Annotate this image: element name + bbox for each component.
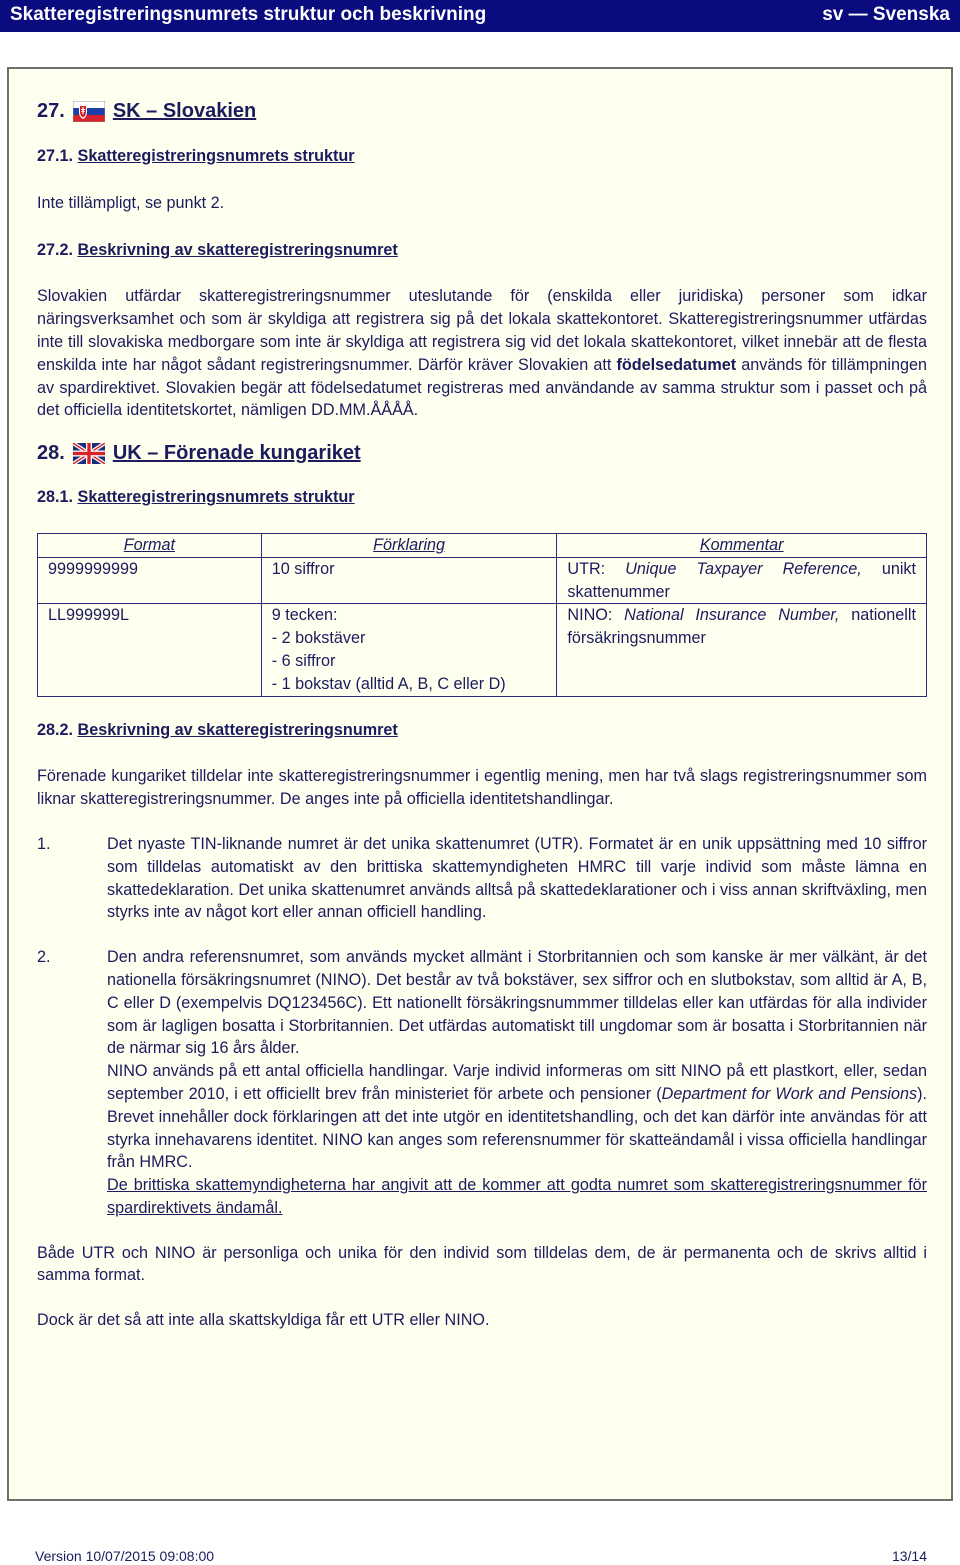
table-row	[38, 557, 927, 604]
list-item	[37, 833, 927, 924]
explanation-line: - 6 siffror	[271, 651, 336, 670]
footer-version: Version 10/07/2015 09:08:00	[35, 1548, 215, 1564]
list-item-text-part: NINO används på ett antal officiella handlingar. Varje individ informeras om sitt NINO på ett plastkort, eller, sedan september 2010, i ett officiellt brev från ministeriet för arbete och pensioner (	[107, 1062, 927, 1103]
subheading-uk-structure	[37, 486, 927, 509]
uk-note-paragraph: Dock är det så att inte alla skattskyldiga får ett UTR eller NINO.	[37, 1311, 490, 1330]
column-header-format: Format	[38, 533, 262, 557]
slovakia-flag-icon	[73, 101, 105, 122]
column-header-comment: Kommentar	[557, 533, 927, 557]
section-number: 27.	[37, 99, 65, 122]
list-item-text: Det nyaste TIN-liknande numret är det unika skattenumret (UTR). Formatet är en unik uppsättning med 10 siffror som tilldelas automatiskt av den brittiska skattemyndigheten HMRC till varje individ som måste lämna en skattedeklaration. Det unika skattenumret används alltså på skattedeklarationer och i viss annan skriftväxling, men styrks inte av något kort eller annan officiell handling.	[107, 834, 927, 922]
format-cell: 9999999999	[38, 557, 262, 604]
explanation-cell: 10 siffror	[261, 557, 557, 604]
document-body	[37, 98, 927, 1332]
subheading-uk-description	[37, 719, 927, 742]
birthdate-emphasis: födelsedatumet	[616, 355, 737, 374]
table-header-row	[38, 533, 927, 557]
sk-structure-text: Inte tillämpligt, se punkt 2.	[37, 193, 225, 212]
uk-format-table	[37, 533, 927, 697]
table-row	[38, 604, 927, 696]
subheading-title: Beskrivning av skatteregistreringsnumret	[77, 720, 398, 739]
list-item-number: 1.	[37, 834, 51, 853]
footer-page-number: 13/14	[891, 1548, 927, 1564]
format-cell: LL999999L	[38, 604, 262, 696]
comment-italic: National Insurance Number,	[624, 606, 840, 625]
column-header-explanation: Förklaring	[261, 533, 557, 557]
subheading-number: 28.2.	[37, 720, 74, 739]
section-title: SK – Slovakien	[112, 99, 257, 122]
subheading-sk-structure	[37, 145, 927, 168]
sk-paragraph-text: Därför kräver Slovakien att	[417, 355, 612, 374]
list-item-text	[107, 1060, 927, 1174]
united-kingdom-flag-icon	[73, 443, 105, 464]
comment-text: nationellt försäkringsnummer	[567, 606, 917, 648]
sk-paragraph-text: Slovakien utfärdar skatteregistreringsnummer uteslutande för (enskilda eller juridiska) personer som idkar näringsverksamhet och som är skyldiga att registrera sig på det lokala skattekontoret. Skatteregistreringsnummer utfärdas inte till slovakiska medborgare som inte är skyldiga att registrera sig vid det lokala skattekontoret, vilket innebär att de flesta enskilda inte har något sådant registreringsnummer.	[37, 287, 927, 374]
subheading-number: 28.1.	[37, 488, 74, 507]
section-heading-sk	[37, 98, 927, 124]
uk-intro-paragraph: Förenade kungariket tilldelar inte skatteregistreringsnummer i egentlig mening, men har två slags registreringsnummer som liknar skatteregistreringsnummer. De anges inte på officiella identitetshandlingar.	[37, 767, 927, 809]
comment-text: unikt skattenummer	[567, 559, 917, 601]
subheading-number: 27.1.	[37, 147, 74, 165]
subheading-title: Skatteregistreringsnumrets struktur	[77, 488, 355, 507]
section-title: UK – Förenade kungariket	[112, 441, 361, 464]
subheading-number: 27.2.	[37, 240, 74, 259]
header-language: sv — Svenska	[822, 4, 950, 25]
subheading-title: Skatteregistreringsnumrets struktur	[77, 147, 355, 165]
list-item-text: Den andra referensnumret, som används mycket allmänt i Storbritannien och som kanske är mer välkänt, är det nationella försäkringsnumret (NINO). Det består av två bokstäver, sex siffror och en slutbokstav, som alltid är A, B, C eller D (exempelvis DQ123456C). Ett nationellt försäkringsnummmer tilldelas eller kan utfärdas för alla individer som är lagligen bosatta i Storbritannien. Det utfärdas automatiskt till ungdomar som är bosatta i Storbritannien när de närmar sig 16 års ålder.	[107, 948, 927, 1058]
header-title: Skatteregistreringsnumrets struktur och beskrivning	[10, 4, 487, 25]
subheading-sk-description	[37, 239, 927, 262]
content-box	[7, 67, 953, 1501]
uk-both-paragraph: Både UTR och NINO är personliga och unika för den individ som tilldelas dem, de är permanenta och de skrivs alltid i samma format.	[37, 1243, 927, 1285]
explanation-line: 9 tecken:	[271, 606, 338, 625]
page-header	[0, 0, 960, 32]
explanation-line: - 2 bokstäver	[271, 629, 366, 648]
sk-paragraph-text: används för tillämpningen av spardirektivet. Slovakien begär att födelsedatumet registreras med användande av samma struktur som i passet och på det officiella identitetskortet, nämligen DD.MM.ÅÅÅÅ.	[37, 355, 928, 420]
list-item-number: 2.	[37, 948, 51, 967]
department-name: Department for Work and Pensions	[661, 1084, 918, 1103]
section-number: 28.	[37, 441, 65, 464]
explanation-cell	[261, 604, 557, 696]
subheading-title: Beskrivning av skatteregistreringsnumret	[77, 240, 398, 259]
section-heading-uk	[37, 440, 927, 466]
explanation-line: - 1 bokstav (alltid A, B, C eller D)	[271, 674, 506, 693]
comment-cell	[557, 604, 927, 696]
comment-label: NINO:	[567, 606, 613, 625]
comment-cell	[557, 557, 927, 604]
list-item-text-underlined: De brittiska skattemyndigheterna har angivit att de kommer att godta numret som skatteregistreringsnummer för spardirektivets ändamål.	[107, 1176, 927, 1217]
list-item-text-part: ). Brevet innehåller dock förklaringen att det inte utgör en identitetshandling, och det kan därför inte användas för att styrka innehavarens identitet. NINO kan anges som referensnummer för skatteändamål i vissa officiella handlingar från HMRC.	[107, 1084, 927, 1172]
sk-description-paragraph	[37, 285, 927, 422]
comment-italic: Unique Taxpayer Reference,	[625, 559, 862, 578]
list-item	[37, 946, 927, 1220]
comment-label: UTR:	[567, 559, 606, 578]
